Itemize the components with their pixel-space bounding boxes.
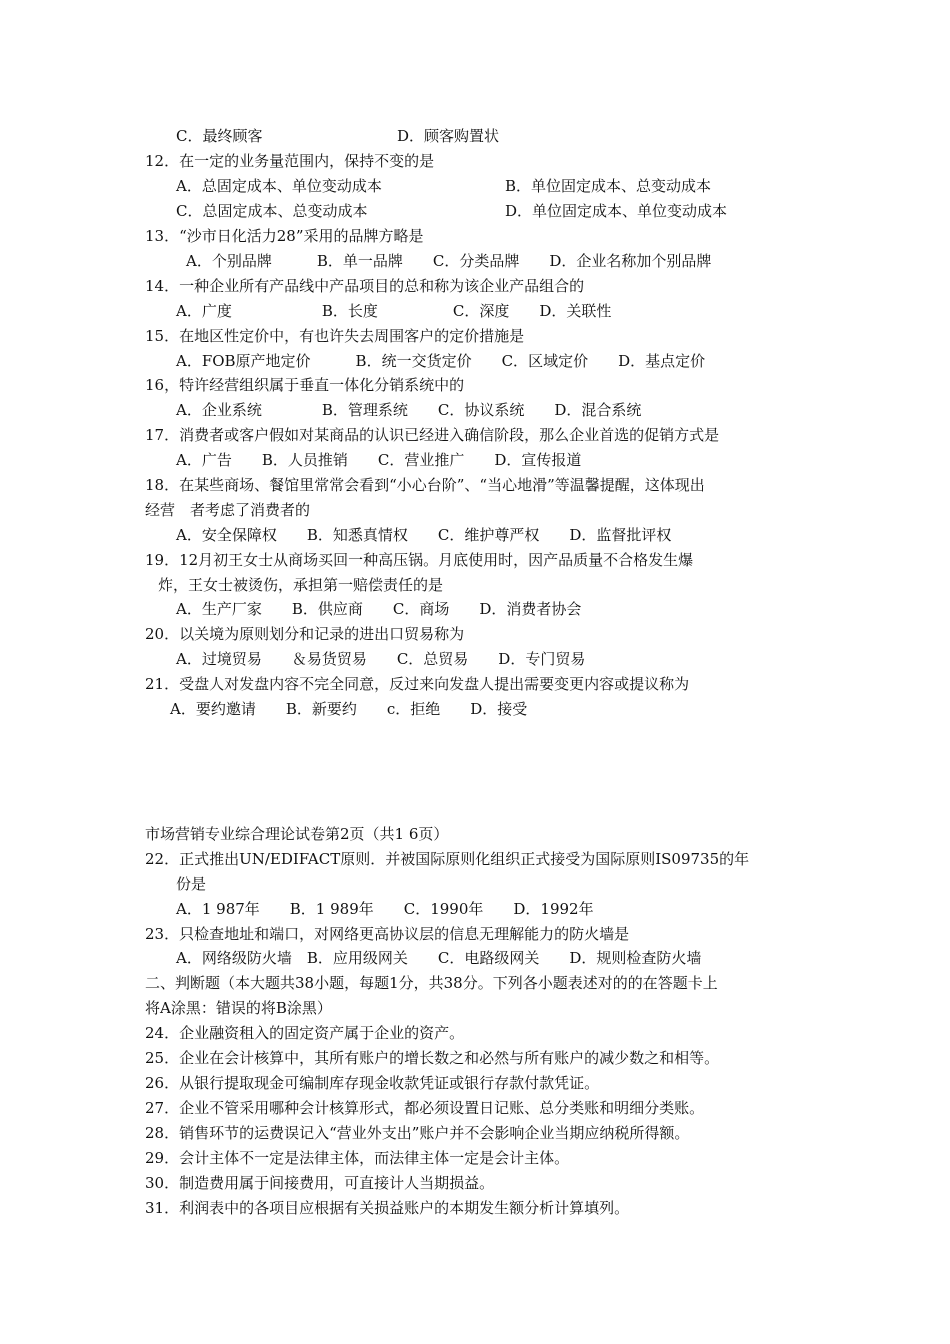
page-footer: 市场营销专业综合理论试卷第2页（共1 6页） [145, 825, 449, 843]
judgement-item: 30．制造费用属于间接费用，可直接计人当期损益。 [145, 1174, 495, 1192]
judgement-item: 29．会计主体不一定是法律主体，而法律主体一定是会计主体。 [145, 1149, 570, 1167]
question-14-options: A．广度 B．长度 C．深度 D．关联性 [176, 302, 612, 320]
judgement-item: 24．企业融资租入的固定资产属于企业的资产。 [145, 1024, 465, 1042]
question-23-stem: 23．只检查地址和端口，对网络更高协议层的信息无理解能力的防火墙是 [145, 925, 630, 943]
judgement-item: 26．从银行提取现金可编制库存现金收款凭证或银行存款付款凭证。 [145, 1074, 600, 1092]
prev-option-d: D．顾客购置状 [397, 127, 500, 145]
judgement-item: 25．企业在会计核算中，其所有账户的增长数之和必然与所有账户的减少数之和相等。 [145, 1049, 720, 1067]
judgement-item: 31．利润表中的各项目应根据有关损益账户的本期发生额分析计算填列。 [145, 1199, 630, 1217]
question-15-options: A．FOB原产地定价 B．统一交货定价 C．区域定价 D．基点定价 [176, 352, 706, 370]
section-2-heading: 二、判断题（本大题共38小题，每题1分，共38分。下列各小题表述对的的在答题卡上 [145, 974, 718, 992]
question-12-option-b: B．单位固定成本、总变动成本 [505, 177, 712, 195]
section-2-heading-continued: 将A涂黑：错误的将B涂黑） [145, 999, 332, 1017]
question-15-stem: 15．在地区性定价中，有也许失去周围客户的定价措施是 [145, 327, 525, 345]
question-13-options: A．个别品牌 B．单一品牌 C．分类品牌 D．企业名称加个别品牌 [186, 252, 712, 270]
judgement-item: 27．企业不管采用哪种会计核算形式，都必须设置日记账、总分类账和明细分类账。 [145, 1099, 705, 1117]
question-22-options: A．1 987年 B．1 989年 C．1990年 D．1992年 [176, 900, 594, 918]
question-21-options: A．要约邀请 B．新要约 c．拒绝 D．接受 [170, 700, 528, 718]
judgement-item: 28．销售环节的运费误记入“营业外支出”账户并不会影响企业当期应纳税所得额。 [145, 1124, 690, 1142]
question-16-options: A．企业系统 B．管理系统 C．协议系统 D．混合系统 [176, 401, 642, 419]
question-23-options: A．网络级防火墙 B．应用级网关 C．电路级网关 D．规则检查防火墙 [176, 949, 702, 967]
question-12-option-a: A．总固定成本、单位变动成本 [176, 177, 382, 195]
question-12-option-d: D．单位固定成本、单位变动成本 [505, 202, 728, 220]
prev-option-c: C．最终顾客 [176, 127, 263, 145]
question-22-stem-continued: 份是 [176, 875, 207, 893]
question-19-stem-continued: 炸，王女士被烫伤，承担第一赔偿责任的是 [158, 576, 444, 594]
question-13-stem: 13．“沙市日化活力28”采用的品牌方略是 [145, 227, 424, 245]
question-21-stem: 21．受盘人对发盘内容不完全同意，反过来向发盘人提出需要变更内容或提议称为 [145, 675, 690, 693]
question-19-options: A．生产厂家 B．供应商 C．商场 D．消费者协会 [176, 600, 582, 618]
question-12-option-c: C．总固定成本、总变动成本 [176, 202, 368, 220]
question-17-options: A．广告 B．人员推销 C．营业推广 D．宣传报道 [176, 451, 582, 469]
question-18-stem: 18．在某些商场、餐馆里常常会看到“小心台阶”、“当心地滑”等温馨提醒，这体现出 [145, 476, 705, 494]
question-17-stem: 17．消费者或客户假如对某商品的认识已经进入确信阶段，那么企业首选的促销方式是 [145, 426, 720, 444]
question-20-stem: 20．以关境为原则划分和记录的进出口贸易称为 [145, 625, 465, 643]
question-18-stem-continued: 经营 者考虑了消费者的 [145, 501, 311, 519]
question-16-stem: 16，特许经营组织属于垂直一体化分销系统中的 [145, 376, 465, 394]
question-20-options: A．过境贸易 ＆易货贸易 C．总贸易 D．专门贸易 [176, 650, 586, 668]
question-12-stem: 12．在一定的业务量范围内，保持不变的是 [145, 152, 435, 170]
question-18-options: A．安全保障权 B．知悉真情权 C．维护尊严权 D．监督批评权 [176, 526, 672, 544]
question-19-stem: 19．12月初王女士从商场买回一种高压锅。月底使用时，因产品质量不合格发生爆 [145, 551, 694, 569]
question-22-stem: 22．正式推出UN/EDIFACT原则．并被国际原则化组织正式接受为国际原则IS09735的年 [145, 850, 750, 868]
question-14-stem: 14．一种企业所有产品线中产品项目的总和称为该企业产品组合的 [145, 277, 585, 295]
